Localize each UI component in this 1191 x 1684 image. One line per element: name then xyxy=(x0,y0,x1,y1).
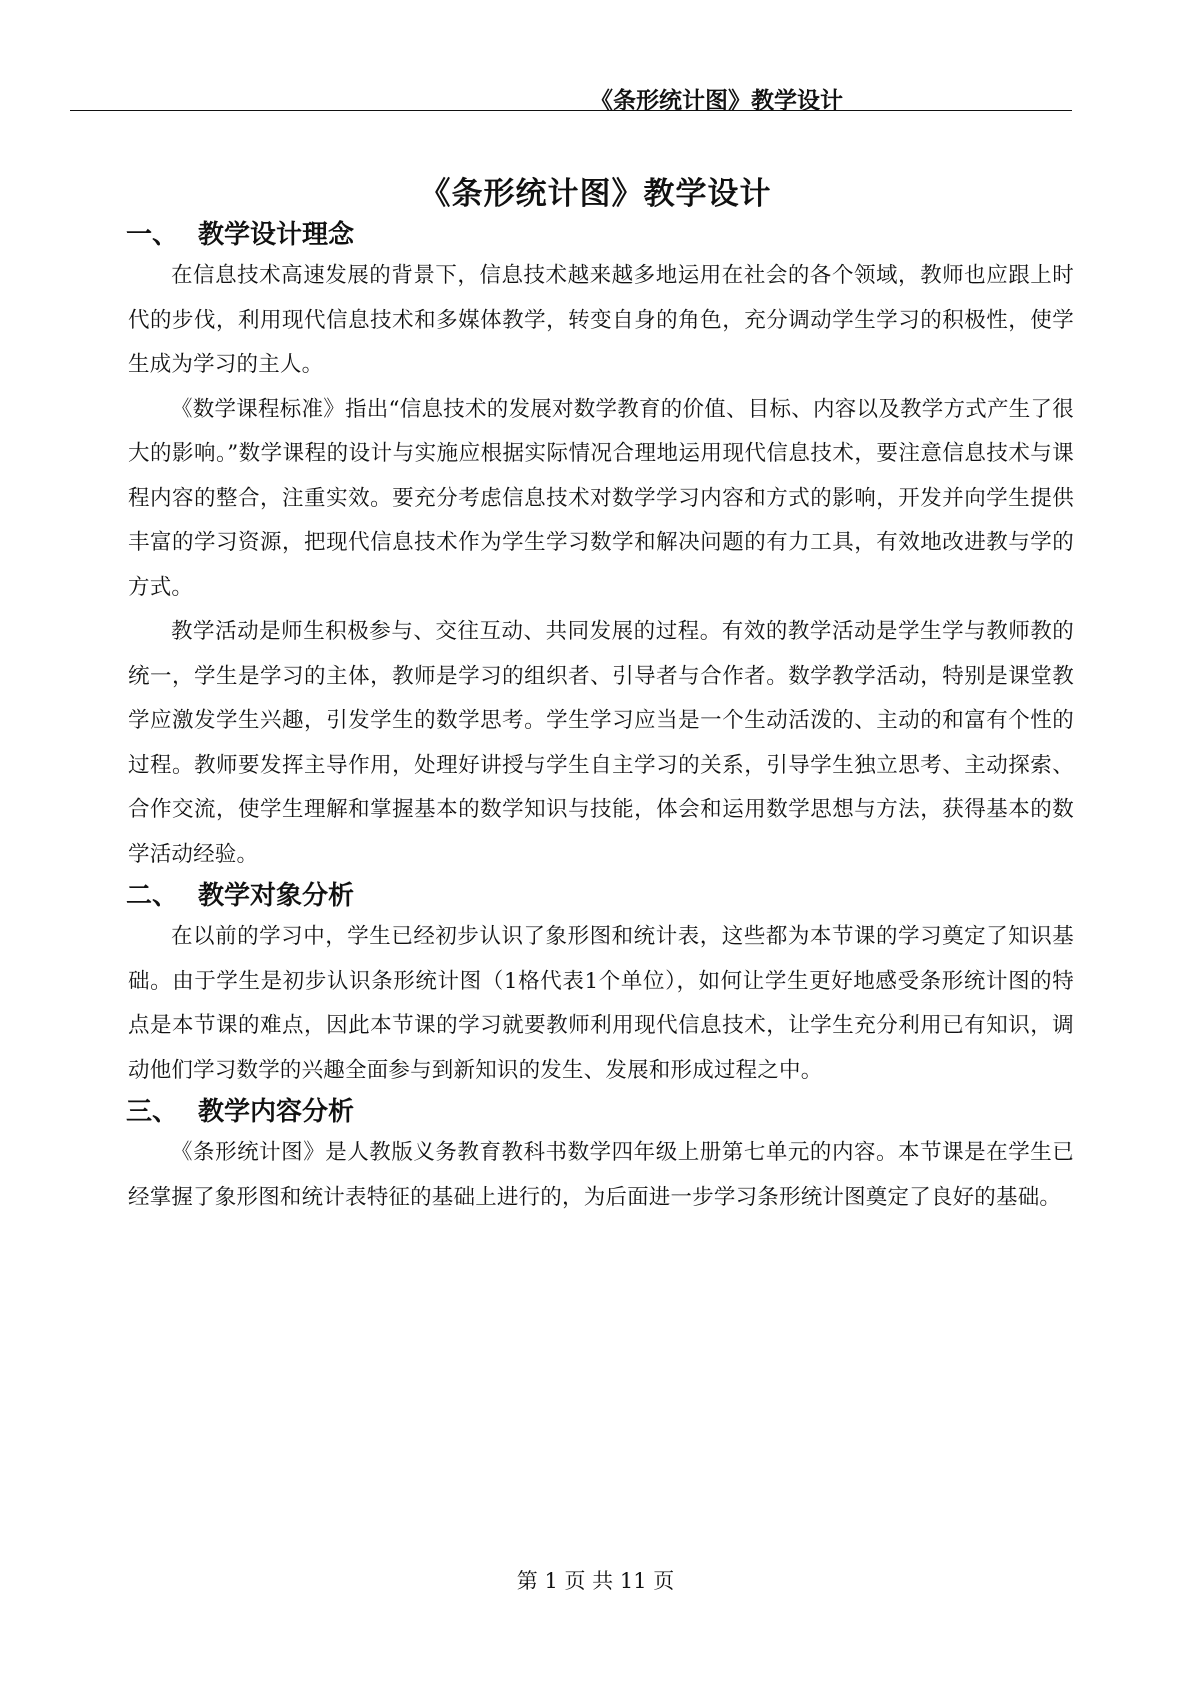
paragraph: 在以前的学习中，学生已经初步认识了象形图和统计表，这些都为本节课的学习奠定了知识基础。由于学生是初步认识条形统计图（1格代表1个单位），如何让学生更好地感受条形统计图的特点是本节课的难点，因此本节课的学习就要教师利用现代信息技术，让学生充分利用已有知识，调动他们学习数学的兴趣全面参与到新知识的发生、发展和形成过程之中。 xyxy=(128,924,1074,1083)
section-title: 教学设计理念 xyxy=(198,220,355,250)
section-design-philosophy xyxy=(128,216,1074,877)
paragraph: 《数学课程标准》指出“信息技术的发展对数学教育的价值、目标、内容以及教学方式产生了很大的影响。”数学课程的设计与实施应根据实际情况合理地运用现代信息技术，要注意信息技术与课程内容的整合，注重实效。要充分考虑信息技术对数学学习内容和方式的影响，开发并向学生提供丰富的学习资源，把现代信息技术作为学生学习数学和解决问题的有力工具，有效地改进教与学的方式。 xyxy=(128,396,1074,600)
paragraph: 在信息技术高速发展的背景下，信息技术越来越多地运用在社会的各个领域，教师也应跟上时代的步伐，利用现代信息技术和多媒体教学，转变自身的角色，充分调动学生学习的积极性，使学生成为学习的主人。 xyxy=(128,263,1074,377)
section-heading xyxy=(126,1093,1074,1131)
section-heading xyxy=(126,877,1074,915)
section-content-analysis xyxy=(128,1093,1074,1220)
document-title: 《条形统计图》教学设计 xyxy=(419,176,772,212)
paragraph: 教学活动是师生积极参与、交往互动、共同发展的过程。有效的教学活动是学生学与教师教的统一，学生是学习的主体，教师是学习的组织者、引导者与合作者。数学教学活动，特别是课堂教学应激发学生兴趣，引发学生的数学思考。学生学习应当是一个生动活泼的、主动的和富有个性的过程。教师要发挥主导作用，处理好讲授与学生自主学习的关系，引导学生独立思考、主动探索、合作交流，使学生理解和掌握基本的数学知识与技能，体会和运用数学思想与方法，获得基本的数学活动经验。 xyxy=(128,619,1074,867)
running-header: 《条形统计图》教学设计 xyxy=(590,87,843,114)
section-audience-analysis xyxy=(128,877,1074,1093)
section-heading xyxy=(126,216,1074,254)
paragraph: 《条形统计图》是人教版义务教育教科书数学四年级上册第七单元的内容。本节课是在学生已经掌握了象形图和统计表特征的基础上进行的，为后面进一步学习条形统计图奠定了良好的基础。 xyxy=(128,1140,1074,1210)
header-rule xyxy=(70,110,1072,111)
section-title: 教学内容分析 xyxy=(198,1097,355,1127)
section-number: 一、 xyxy=(126,220,179,250)
section-number: 二、 xyxy=(126,881,179,911)
document-body xyxy=(128,216,1074,1220)
section-title: 教学对象分析 xyxy=(198,881,355,911)
section-number: 三、 xyxy=(126,1097,179,1127)
page-number: 第 1 页 共 11 页 xyxy=(516,1569,675,1593)
